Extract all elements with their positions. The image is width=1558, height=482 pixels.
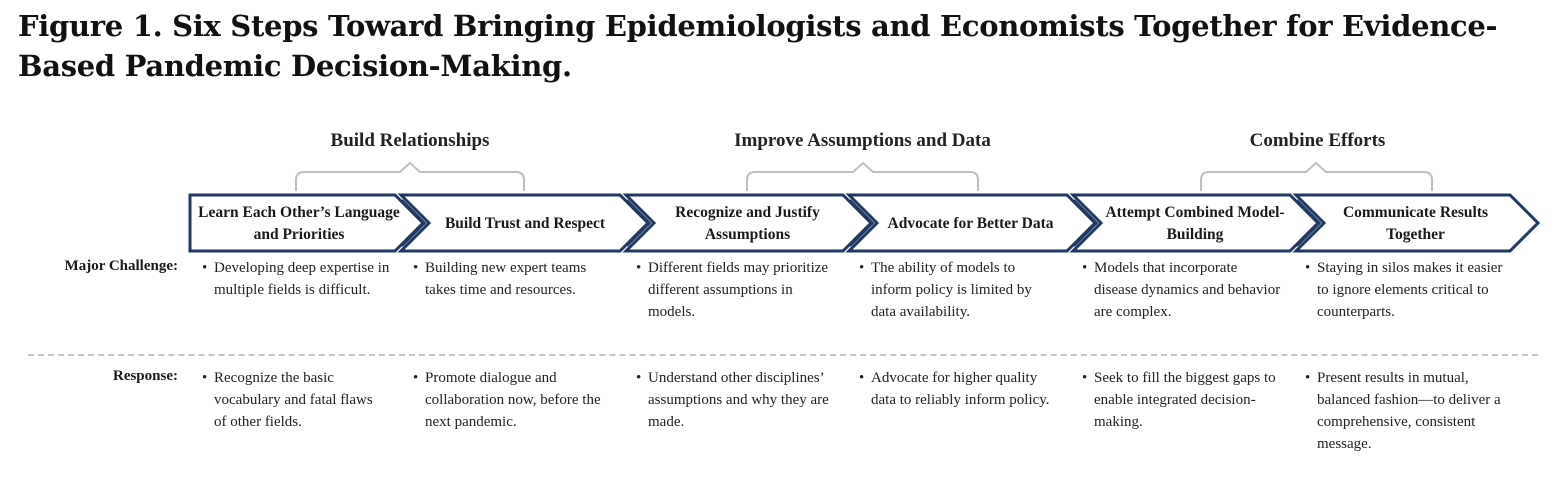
challenge-cell-6 — [1305, 257, 1505, 323]
row-label-response: Response: — [112, 368, 178, 384]
response-cell-2 — [413, 367, 613, 433]
step-label-3: Recognize and Justify Assumptions — [675, 204, 820, 243]
bullet-icon: • — [636, 370, 642, 386]
response-text-1: Recognize the basic vocabulary and fatal flaws of other fields. — [214, 370, 373, 430]
group-label-build-relationships: Build Relationships — [330, 130, 490, 151]
bullet-icon: • — [859, 370, 865, 386]
bullet-icon: • — [1305, 260, 1311, 276]
bullet-icon: • — [636, 260, 642, 276]
group-label-improve-assumptions: Improve Assumptions and Data — [734, 130, 991, 151]
challenge-text-1: Developing deep expertise in multiple fields is difficult. — [214, 260, 390, 298]
response-cell-4 — [859, 367, 1059, 411]
challenge-cell-3 — [636, 257, 836, 323]
challenge-cell-5 — [1082, 257, 1282, 323]
response-text-3: Understand other disciplines’ assumptions and why they are made. — [648, 370, 829, 430]
bullet-icon: • — [859, 260, 865, 276]
row-label-major-challenge: Major Challenge: — [64, 258, 178, 274]
figure-title: Figure 1. Six Steps Toward Bringing Epidemiologists and Economists Together for Evidence-Based Pandemic Decision-Making. — [18, 9, 1498, 83]
step-label-6: Communicate Results Together — [1342, 204, 1489, 243]
challenge-text-5: Models that incorporate disease dynamics and behavior are complex. — [1094, 260, 1281, 320]
section-divider — [28, 354, 1538, 356]
bullet-icon: • — [413, 260, 419, 276]
response-text-4: Advocate for higher quality data to reliably inform policy. — [871, 370, 1050, 408]
response-cell-3 — [636, 367, 841, 433]
challenge-cell-1 — [202, 257, 392, 301]
step-label-4: Advocate for Better Data — [887, 215, 1054, 232]
bracket-build-relationships — [296, 163, 524, 191]
bullet-icon: • — [1082, 370, 1088, 386]
response-text-5: Seek to fill the biggest gaps to enable integrated decision-making. — [1094, 370, 1276, 430]
challenge-text-3: Different fields may prioritize different assumptions in models. — [648, 260, 829, 320]
bullet-icon: • — [202, 260, 208, 276]
step-label-2: Build Trust and Respect — [444, 215, 606, 232]
bullet-icon: • — [202, 370, 208, 386]
bracket-combine-efforts — [1201, 163, 1432, 191]
response-text-2: Promote dialogue and collaboration now, before the next pandemic. — [425, 370, 601, 430]
bullet-icon: • — [1082, 260, 1088, 276]
challenge-cell-2 — [413, 257, 613, 301]
group-brackets — [296, 163, 1432, 191]
response-cell-5 — [1082, 367, 1282, 433]
response-cell-1 — [202, 367, 382, 433]
bullet-icon: • — [1305, 370, 1311, 386]
challenge-text-4: The ability of models to inform policy is limited by data availability. — [871, 260, 1032, 320]
response-cell-6 — [1305, 367, 1505, 455]
step-label-5: Attempt Combined Model-Building — [1105, 204, 1285, 243]
challenge-text-2: Building new expert teams takes time and resources. — [425, 260, 587, 298]
challenge-text-6: Staying in silos makes it easier to ignore elements critical to counterparts. — [1317, 260, 1503, 320]
group-label-combine-efforts: Combine Efforts — [1249, 130, 1386, 151]
bullet-icon: • — [413, 370, 419, 386]
challenge-cell-4 — [859, 257, 1059, 323]
response-text-6: Present results in mutual, balanced fashion—to deliver a comprehensive, consistent message. — [1317, 370, 1501, 452]
bracket-improve-assumptions — [747, 163, 978, 191]
step-label-1: Learn Each Other’s Language and Priorities — [198, 204, 400, 243]
